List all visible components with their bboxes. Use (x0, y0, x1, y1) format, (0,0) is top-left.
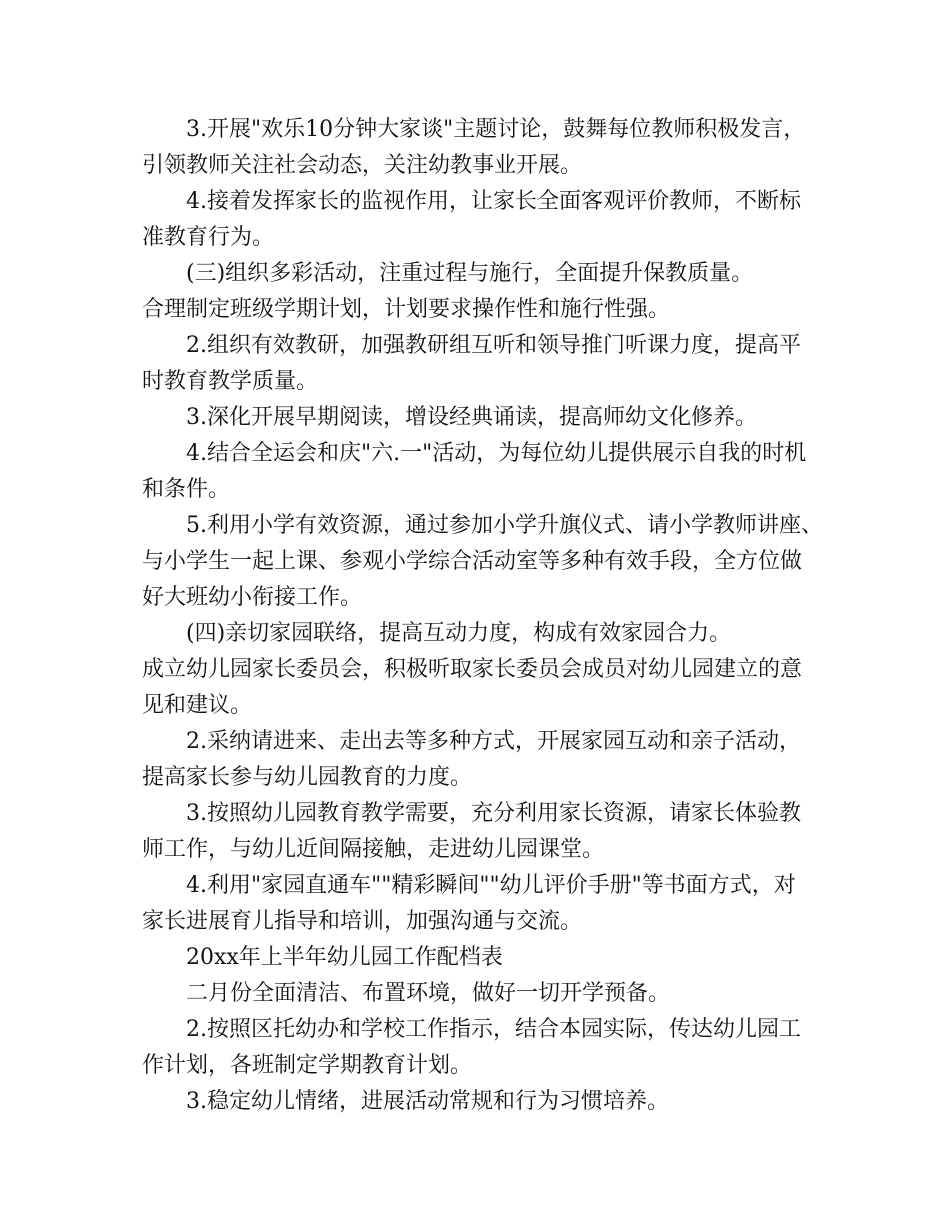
text-line-12: 5.利用小学有效资源，通过参加小学升旗仪式、请小学教师讲座、 (186, 513, 823, 538)
text-line-14: 好大班幼小衔接工作。 (142, 585, 363, 610)
section-heading-4: (四)亲切家园联络，提高互动力度，构成有效家园合力。 (186, 621, 732, 646)
text-line-1: 3.开展"欢乐10分钟大家谈"主题讨论，鼓舞每位教师积极发言， (186, 117, 806, 142)
text-line-13: 与小学生一起上课、参观小学综合活动室等多种有效手段，全方位做 (142, 549, 803, 574)
text-line-18: 2.采纳请进来、走出去等多种方式，开展家园互动和亲子活动， (186, 729, 801, 754)
text-line-26: 2.按照区托幼办和学校工作指示，结合本园实际，传达幼儿园工 (186, 1017, 801, 1042)
text-line-4: 准教育行为。 (142, 225, 275, 250)
text-line-3: 4.接着发挥家长的监视作用，让家长全面客观评价教师，不断标 (186, 189, 801, 214)
text-line-2: 引领教师关注社会动态，关注幼教事业开展。 (142, 153, 583, 178)
text-line-25: 二月份全面清洁、布置环境，做好一切开学预备。 (186, 981, 671, 1006)
text-line-16: 成立幼儿园家长委员会，积极听取家长委员会成员对幼儿园建立的意 (142, 657, 803, 682)
section-heading-3: (三)组织多彩活动，注重过程与施行，全面提升保教质量。 (186, 261, 754, 286)
text-line-27: 作计划，各班制定学期教育计划。 (142, 1053, 473, 1078)
text-line-9: 3.深化开展早期阅读，增设经典诵读，提高师幼文化修养。 (186, 405, 757, 430)
text-line-19: 提高家长参与幼儿园教育的力度。 (142, 765, 473, 790)
text-line-10: 4.结合全运会和庆"六.一"活动，为每位幼儿提供展示自我的时机 (186, 441, 807, 466)
text-line-11: 和条件。 (142, 477, 231, 502)
text-line-20: 3.按照幼儿园教育教学需要，充分利用家长资源，请家长体验教 (186, 801, 801, 826)
text-line-23: 家长进展育儿指导和培训，加强沟通与交流。 (142, 909, 583, 934)
text-line-28: 3.稳定幼儿情绪，进展活动常规和行为习惯培养。 (186, 1089, 669, 1114)
schedule-title: 20xx年上半年幼儿园工作配档表 (186, 945, 503, 970)
text-line-21: 师工作，与幼儿近间隔接触，走进幼儿园课堂。 (142, 837, 605, 862)
text-line-6: 合理制定班级学期计划，计划要求操作性和施行性强。 (142, 297, 671, 322)
text-line-8: 时教育教学质量。 (142, 369, 319, 394)
text-line-7: 2.组织有效教研，加强教研组互听和领导推门听课力度，提高平 (186, 333, 801, 358)
text-line-22: 4.利用"家园直通车""精彩瞬间""幼儿评价手册"等书面方式，对 (186, 873, 796, 898)
text-line-17: 见和建议。 (142, 693, 253, 718)
